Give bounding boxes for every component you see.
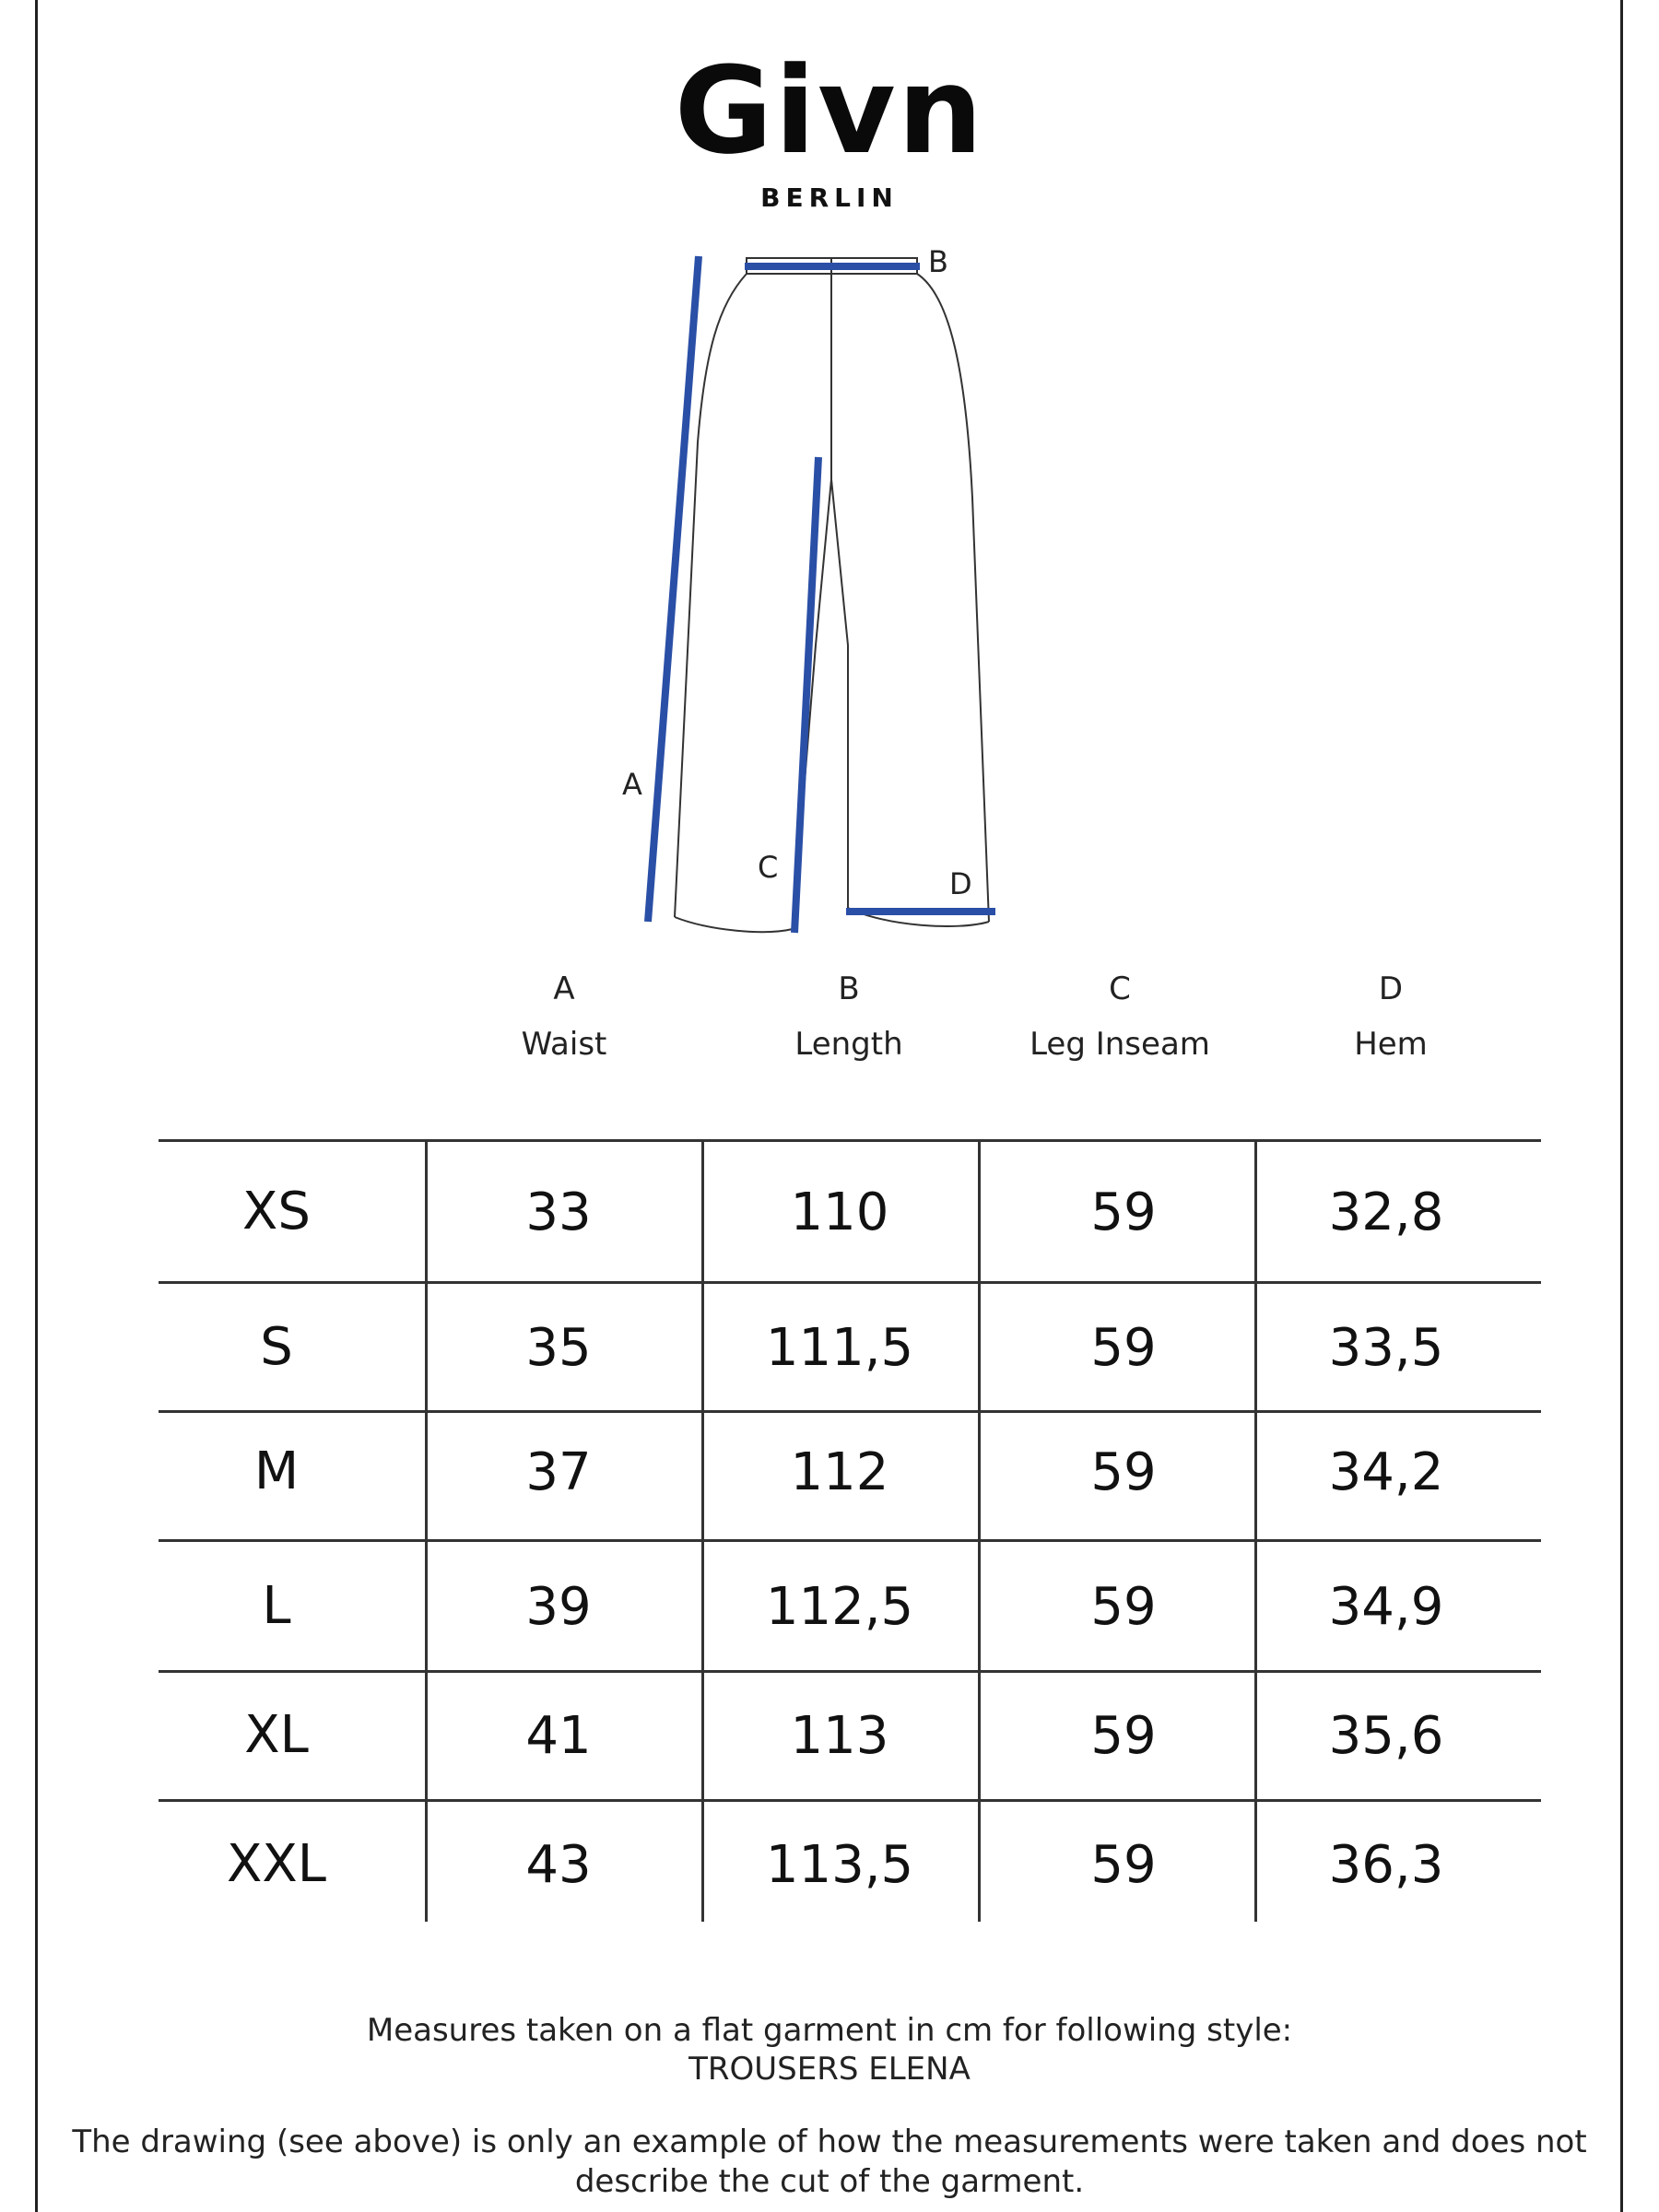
brand-logo: Givn [674, 41, 985, 181]
size-label-cell: XS [242, 1182, 311, 1241]
size-label-cell: L [262, 1576, 291, 1636]
table-divider [701, 1140, 704, 1922]
inseam-value-cell: 59 [1090, 1318, 1157, 1378]
table-rule [159, 1281, 1541, 1284]
length-value-cell: 113,5 [765, 1835, 914, 1895]
label-b: B [928, 244, 948, 279]
hem-value-cell: 32,8 [1328, 1182, 1444, 1242]
table-rule [159, 1139, 1541, 1142]
column-letter-b: B [838, 971, 860, 1007]
table-divider [978, 1140, 981, 1922]
column-letter-c: C [1109, 971, 1131, 1007]
left-outer-seam [675, 274, 747, 917]
length-value-cell: 112,5 [765, 1577, 914, 1637]
column-name-hem: Hem [1354, 1026, 1428, 1063]
inseam-value-cell: 59 [1090, 1442, 1157, 1502]
label-c: C [758, 850, 779, 885]
table-rule [159, 1539, 1541, 1542]
disclaimer-note: The drawing (see above) is only an example of how the measurements were taken and does not describe the cut of the garment. [72, 2124, 1587, 2200]
column-name-length: Length [794, 1026, 903, 1063]
trousers-outline [675, 258, 989, 932]
left-hem-edge [675, 917, 793, 932]
table-rule [159, 1410, 1541, 1413]
inseam-value-cell: 59 [1090, 1182, 1157, 1242]
inseam-value-cell: 59 [1090, 1835, 1157, 1895]
table-divider [425, 1140, 428, 1922]
length-value-cell: 113 [790, 1706, 889, 1766]
measurement-lines [648, 256, 995, 933]
waist-value-cell: 37 [525, 1442, 592, 1502]
size-label-cell: XXL [227, 1834, 326, 1894]
waist-value-cell: 41 [525, 1706, 592, 1766]
measure-line-c [794, 457, 818, 933]
table-rule [159, 1670, 1541, 1673]
table-rule [159, 1799, 1541, 1802]
waist-value-cell: 39 [525, 1577, 592, 1637]
size-label-cell: XL [244, 1705, 309, 1765]
length-value-cell: 110 [790, 1182, 889, 1242]
length-value-cell: 111,5 [765, 1318, 914, 1378]
hem-value-cell: 36,3 [1328, 1835, 1444, 1895]
column-letter-a: A [553, 971, 575, 1007]
label-a: A [622, 767, 642, 802]
label-d: D [949, 866, 972, 901]
hem-value-cell: 34,9 [1328, 1577, 1444, 1637]
column-name-waist: Waist [521, 1026, 607, 1063]
length-value-cell: 112 [790, 1442, 889, 1502]
inseam-value-cell: 59 [1090, 1706, 1157, 1766]
right-outer-seam [917, 274, 989, 922]
right-inner-seam [831, 479, 848, 908]
table-divider [1254, 1140, 1257, 1922]
size-label-cell: M [253, 1441, 300, 1501]
size-label-cell: S [260, 1317, 293, 1377]
inseam-value-cell: 59 [1090, 1577, 1157, 1637]
hem-value-cell: 34,2 [1328, 1442, 1444, 1502]
brand-city: BERLIN [760, 182, 899, 213]
column-letter-d: D [1378, 971, 1404, 1007]
waist-value-cell: 35 [525, 1318, 592, 1378]
column-name-leg-inseam: Leg Inseam [1030, 1026, 1210, 1063]
waist-value-cell: 33 [525, 1182, 592, 1242]
trousers-measurement-diagram [0, 0, 1659, 977]
measurement-caption: Measures taken on a flat garment in cm for following style: [366, 2012, 1293, 2049]
hem-value-cell: 33,5 [1328, 1318, 1444, 1378]
waist-value-cell: 43 [525, 1835, 592, 1895]
style-name: TROUSERS ELENA [688, 2051, 971, 2088]
hem-value-cell: 35,6 [1328, 1706, 1444, 1766]
